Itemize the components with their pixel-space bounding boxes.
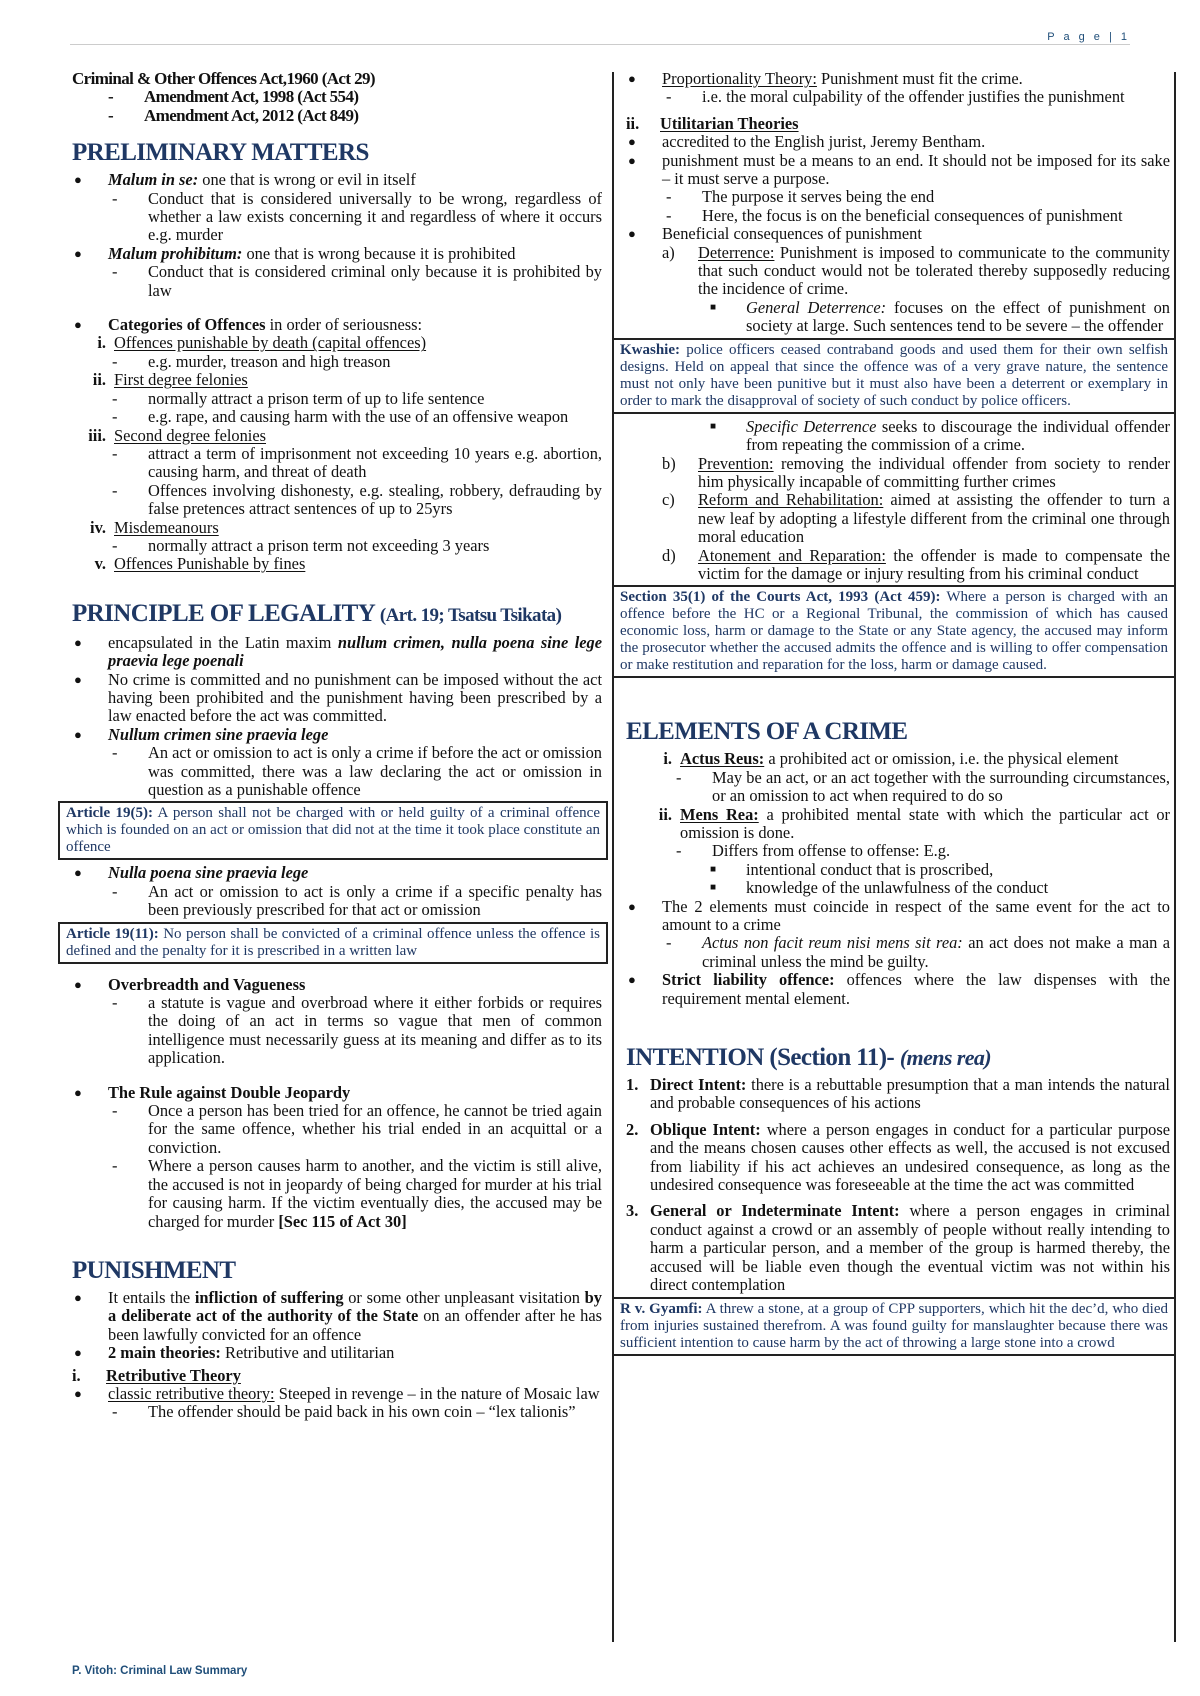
intent-item: 2. Oblique Intent: where a person engages in conduct for a particular purpose and the means chosen causes other effects as well, the accused is not excused from liability if his act achieves an undesired consequence, as long as the undesired consequence was foreseeable at the time the act was committed bbox=[626, 1119, 1170, 1195]
list-item: ● encapsulated in the Latin maxim nullum crimen, nulla poena sine lege praevia lege poenali bbox=[74, 632, 602, 671]
element-item: ii. Mens Rea: a prohibited mental state with which the particular act or omission is done. bbox=[658, 804, 1171, 842]
list-item: ● Categories of Offences in order of seriousness: bbox=[74, 315, 423, 335]
bullet-icon: ● bbox=[74, 1289, 82, 1305]
bullet-icon: ● bbox=[628, 152, 636, 168]
bullet-icon: ● bbox=[628, 898, 636, 914]
bullet-icon: ● bbox=[74, 671, 82, 687]
list-item: ● classic retributive theory: Steeped in revenge – in the nature of Mosaic law bbox=[74, 1383, 600, 1403]
list-item: ● The 2 elements must coincide in respect of the same event for the act to amount to a crime bbox=[628, 896, 1170, 934]
sub-list-item: - normally attract a prison term not exceeding 3 years bbox=[108, 537, 602, 555]
bullet-icon: ● bbox=[74, 1385, 82, 1401]
consequence-item: d) Atonement and Reparation: the offender is made to compensate the victim for the damage or injury resulting from his criminal conduct bbox=[662, 545, 1170, 583]
section-heading-punishment: PUNISHMENT bbox=[72, 1256, 236, 1284]
sub-list-item: - i.e. the moral culpability of the offender justifies the punishment bbox=[662, 88, 1170, 106]
sub-list-item: - Differs from offense to offense: E.g. bbox=[672, 842, 1170, 860]
category-item: iv. Misdemeanours bbox=[90, 517, 219, 537]
act-title: Criminal & Other Offences Act,1960 (Act 29) bbox=[72, 69, 375, 88]
dash-icon: - bbox=[112, 993, 118, 1013]
list-item: ● Strict liability offence: offences where the law dispenses with the requirement mental element. bbox=[628, 970, 1170, 1008]
sub-list-item: - normally attract a prison term of up to life sentence bbox=[108, 390, 602, 408]
column-divider bbox=[612, 72, 614, 1642]
dash-icon: - bbox=[666, 87, 672, 107]
sub-list-item: - e.g. murder, treason and high treason bbox=[108, 353, 602, 371]
dash-icon: - bbox=[112, 443, 118, 463]
square-bullet-icon: ■ bbox=[710, 863, 717, 875]
list-item: ● 2 main theories: Retributive and utilitarian bbox=[74, 1343, 395, 1363]
dash-icon: - bbox=[112, 1156, 118, 1176]
bullet-icon: ● bbox=[74, 865, 82, 881]
dash-icon: - bbox=[108, 87, 114, 107]
dash-icon: - bbox=[666, 187, 672, 207]
list-item: ● accredited to the English jurist, Jeremy Bentham. bbox=[628, 132, 986, 152]
article-19-11-box: Article 19(11): No person shall be convicted of a criminal offence unless the offence is defined and the penalty for it is prescribed in a written law bbox=[58, 922, 608, 964]
sub-list-item: - Conduct that is considered criminal only because it is prohibited by law bbox=[108, 263, 602, 300]
section-heading-preliminary: PRELIMINARY MATTERS bbox=[72, 139, 369, 167]
sub-list-item: - a statute is vague and overbroad where it either forbids or requires the doing of an act in terms so vague that men of common intelligence must necessarily guess at its meaning and differ as to its application. bbox=[108, 994, 602, 1068]
amendment-item: - Amendment Act, 2012 (Act 849) bbox=[108, 105, 359, 125]
dash-icon: - bbox=[112, 351, 118, 371]
list-item: ● It entails the infliction of suffering or some other unpleasant visitation by a deliberate act of the authority of the State on an offender after he has been lawfully convicted for an offence bbox=[74, 1287, 603, 1344]
header-divider bbox=[70, 44, 1130, 45]
dash-icon: - bbox=[112, 407, 118, 427]
page-number: P a g e | 1 bbox=[1047, 31, 1130, 43]
dash-icon: - bbox=[112, 535, 118, 555]
sub-list-item: - An act or omission to act is only a crime if a specific penalty has been previously prescribed for that act or omission bbox=[108, 883, 602, 920]
bullet-icon: ● bbox=[628, 972, 636, 988]
sub-list-item: - Conduct that is considered universally to be wrong, regardless of whether a law exists concerning it and regardless of where it occurs e.g. murder bbox=[108, 190, 602, 245]
dash-icon: - bbox=[676, 767, 682, 787]
dash-icon: - bbox=[112, 881, 118, 901]
sub-list-item: - attract a term of imprisonment not exceeding 10 years e.g. abortion, causing harm, and threat of death bbox=[108, 445, 602, 482]
dash-icon: - bbox=[112, 388, 118, 408]
bullet-icon: ● bbox=[628, 226, 636, 242]
bullet-icon: ● bbox=[74, 245, 82, 261]
list-item: ● Proportionality Theory: Punishment must fit the crime. bbox=[628, 69, 1023, 88]
dash-icon: - bbox=[112, 743, 118, 763]
kwashie-case-box: Kwashie: police officers ceased contraband goods and used them for their own selfish designs. Held on appeal that since the offence was of a very grave nature, the sentence must not only have been punitive but it must also have been a deterrent or exemplary in order to mark the disapproval of society of such conduct by police officers. bbox=[612, 338, 1176, 414]
sub-list-item: - Actus non facit reum nisi mens sit rea: an act does not make a man a criminal unless the mind be guilty. bbox=[662, 934, 1170, 971]
list-item: ● The Rule against Double Jeopardy bbox=[74, 1082, 351, 1102]
dash-icon: - bbox=[108, 105, 114, 125]
bullet-icon: ● bbox=[74, 1345, 82, 1361]
consequence-item: b) Prevention: removing the individual offender from society to render him physically incapable of committing further crimes bbox=[662, 453, 1170, 491]
bullet-icon: ● bbox=[74, 1084, 82, 1100]
article-19-5-box: Article 19(5): A person shall not be charged with or held guilty of a criminal offence which is founded on an act or omission that did not at the time it took place constitute an offence bbox=[58, 801, 608, 860]
category-item: i. Offences punishable by death (capital offences) bbox=[97, 333, 427, 353]
bullet-icon: ● bbox=[628, 71, 636, 86]
right-column bbox=[620, 69, 1171, 1360]
sub-list-item: ■ Specific Deterrence seeks to discourage the individual offender from repeating the commission of a crime. bbox=[710, 416, 1170, 455]
theory-heading: ii. Utilitarian Theories bbox=[626, 113, 799, 133]
list-item: ● No crime is committed and no punishment can be imposed without the act having been prohibited and the punishment having been prescribed by a law enacted before the act was committed. bbox=[74, 669, 602, 726]
sub-list-item: - e.g. rape, and causing harm with the use of an offensive weapon bbox=[108, 408, 602, 426]
bullet-icon: ● bbox=[74, 317, 82, 333]
section-heading-elements: ELEMENTS OF A CRIME bbox=[626, 718, 908, 746]
bullet-icon: ● bbox=[628, 134, 636, 150]
list-item: ● Beneficial consequences of punishment bbox=[628, 224, 922, 244]
bullet-icon: ● bbox=[74, 976, 82, 992]
amendment-item: - Amendment Act, 1998 (Act 554) bbox=[108, 87, 359, 107]
footer: P. Vitoh: Criminal Law Summary bbox=[72, 1665, 248, 1677]
sub-list-item: - Where a person causes harm to another, and the victim is still alive, the accused is not in jeopardy of being charged for murder at his trial for causing harm. If the victim eventually dies, the accused may be charged for murder [Sec 115 of Act 30] bbox=[108, 1157, 602, 1231]
right-border bbox=[1174, 72, 1176, 1642]
list-item: ● Nullum crimen sine praevia lege bbox=[74, 724, 329, 744]
bullet-icon: ● bbox=[74, 634, 82, 650]
square-bullet-icon: ■ bbox=[710, 420, 717, 432]
sub-list-item: - Offences involving dishonesty, e.g. stealing, robbery, defrauding by false pretences attract sentences of up to 25yrs bbox=[108, 482, 602, 519]
category-item: iii. Second degree felonies bbox=[88, 425, 267, 445]
square-bullet-icon: ■ bbox=[710, 882, 717, 894]
list-item: ● Malum prohibitum: one that is wrong because it is prohibited bbox=[74, 243, 516, 263]
sub-list-item: ■ General Deterrence: focuses on the effect of punishment on society at large. Such sentences tend to be severe – the offender bbox=[710, 297, 1170, 336]
gyamfi-case-box: R v. Gyamfi: A threw a stone, at a group of CPP supporters, which hit the dec’d, who died from injuries sustained therefrom. A was found guilty for manslaughter because there was sufficient intention to cause harm by the act of throwing a large stone into a crowd bbox=[612, 1297, 1176, 1356]
sub-list-item: ■ intentional conduct that is proscribed, bbox=[710, 859, 994, 879]
theory-heading: i. Retributive Theory bbox=[72, 1365, 241, 1385]
list-item: ● Malum in se: one that is wrong or evil in itself bbox=[74, 170, 416, 190]
intent-item: 1. Direct Intent: there is a rebuttable presumption that a man intends the natural and probable consequences of his actions bbox=[626, 1075, 1170, 1113]
dash-icon: - bbox=[112, 1402, 118, 1422]
section-heading-intention: INTENTION (Section 11)- (mens rea) bbox=[626, 1044, 991, 1072]
sub-list-item: - Once a person has been tried for an offence, he cannot be tried again for the same offence, whether his trial ended in an acquittal or a conviction. bbox=[108, 1102, 602, 1157]
dash-icon: - bbox=[666, 205, 672, 225]
left-column bbox=[66, 69, 603, 1422]
consequence-item: a) Deterrence: Punishment is imposed to communicate to the community that such conduct would not be tolerated thereby supposedly reducing the incidence of crime. bbox=[662, 242, 1170, 299]
category-item: v. Offences Punishable by fines bbox=[94, 554, 306, 574]
dash-icon: - bbox=[112, 1101, 118, 1121]
dash-icon: - bbox=[112, 188, 118, 208]
section-35-box: Section 35(1) of the Courts Act, 1993 (Act 459): Where a person is charged with an offence before the HC or a Regional Tribunal, the commission of which has caused economic loss, harm or damage to the State or any State agency, the accused may inform the prosecutor whether the accused admits the offence and is willing to offer compensation or make restitution and reparation for the loss, harm or damage caused. bbox=[612, 585, 1176, 678]
dash-icon: - bbox=[112, 262, 118, 282]
list-item: ● Overbreadth and Vagueness bbox=[74, 974, 306, 994]
element-item: i. Actus Reus: a prohibited act or omission, i.e. the physical element bbox=[663, 749, 1119, 769]
sub-list-item: ■ knowledge of the unlawfulness of the conduct bbox=[710, 878, 1049, 898]
sub-list-item: - The purpose it serves being the end bbox=[662, 188, 1170, 206]
section-heading-legality: PRINCIPLE OF LEGALITY (Art. 19; Tsatsu Tsikata) bbox=[72, 599, 562, 627]
category-item: ii. First degree felonies bbox=[92, 370, 248, 390]
bullet-icon: ● bbox=[74, 726, 82, 742]
dash-icon: - bbox=[112, 480, 118, 500]
sub-list-item: - Here, the focus is on the beneficial consequences of punishment bbox=[662, 207, 1170, 225]
sub-list-item: - May be an act, or an act together with the surrounding circumstances, or an omission to act when required to do so bbox=[672, 769, 1170, 806]
square-bullet-icon: ■ bbox=[710, 301, 717, 313]
dash-icon: - bbox=[676, 841, 682, 861]
sub-list-item: - The offender should be paid back in his own coin – “lex talionis” bbox=[108, 1403, 602, 1421]
dash-icon: - bbox=[666, 933, 672, 953]
list-item: ● Nulla poena sine praevia lege bbox=[74, 863, 309, 883]
intent-item: 3. General or Indeterminate Intent: where a person engages in criminal conduct against a crowd or an assembly of people without really intending to harm a particular person, and a member of the group is harmed thereby, the accused will be liable even though the eventual victim was not within his direct contemplation bbox=[626, 1201, 1170, 1295]
bullet-icon: ● bbox=[74, 172, 82, 188]
consequence-item: c) Reform and Rehabilitation: aimed at assisting the offender to turn a new leaf by adopting a lifestyle different from the criminal one through moral education bbox=[662, 490, 1170, 547]
sub-list-item: - An act or omission to act is only a crime if before the act or omission was committed, there was a law declaring the act or omission in question as a punishable offence bbox=[108, 744, 602, 799]
list-item: ● punishment must be a means to an end. It should not be imposed for its sake – it must serve a purpose. bbox=[628, 150, 1170, 189]
